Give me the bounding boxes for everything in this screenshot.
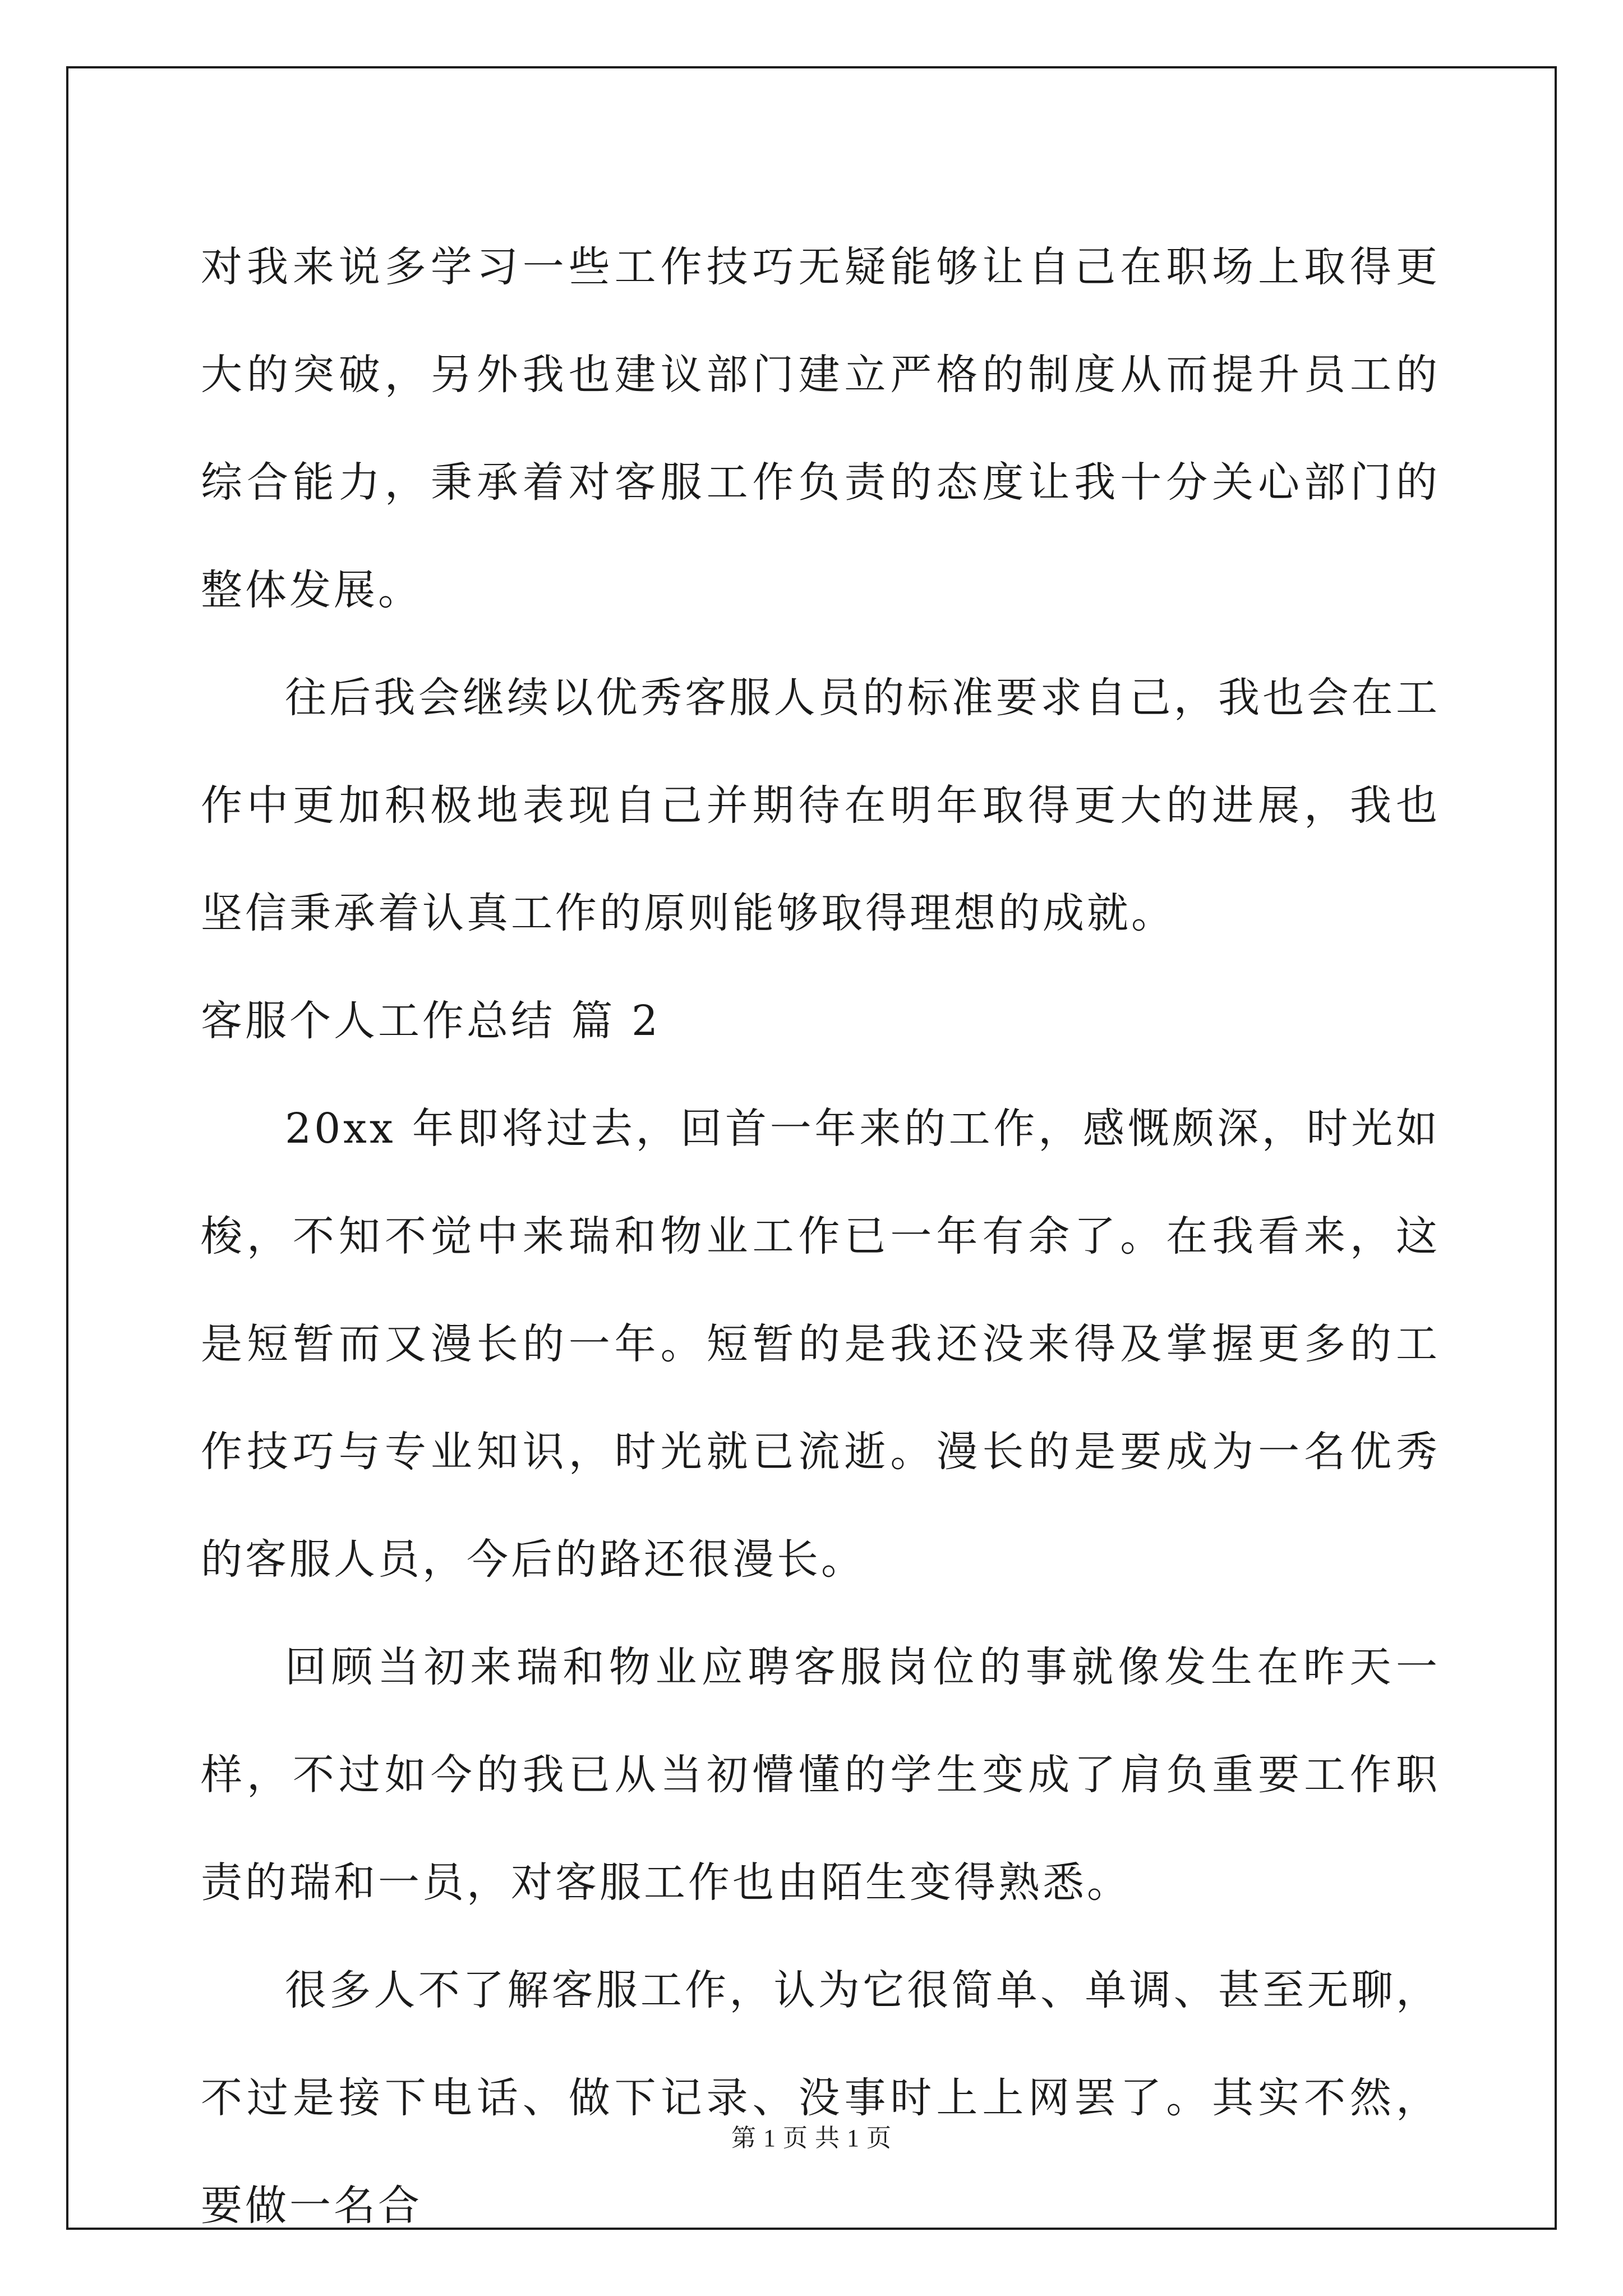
paragraph-3: 20xx 年即将过去，回首一年来的工作，感慨颇深，时光如梭，不知不觉中来瑞和物业工作已一年有余了。在我看来，这是短暂而又漫长的一年。短暂的是我还没来得及掌握更多的工作技巧与专业知识，时光就已流逝。漫长的是要成为一名优秀的客服人员，今后的路还很漫长。 [201, 1105, 1440, 1584]
paragraph-4: 回顾当初来瑞和物业应聘客服岗位的事就像发生在昨天一样，不过如今的我已从当初懵懂的学生变成了肩负重要工作职责的瑞和一员，对客服工作也由陌生变得熟悉。 [201, 1643, 1440, 1907]
page-footer: 第 1 页 共 1 页 [731, 2124, 892, 2152]
paragraph-5: 很多人不了解客服工作，认为它很简单、单调、甚至无聊，不过是接下电话、做下记录、没事时上上网罢了。其实不然，要做一名合 [201, 1966, 1440, 2230]
document-body [201, 213, 1440, 2260]
paragraph-2: 往后我会继续以优秀客服人员的标准要求自己，我也会在工作中更加积极地表现自己并期待在明年取得更大的进展，我也坚信秉承着认真工作的原则能够取得理想的成就。 [201, 674, 1440, 937]
paragraph-1: 对我来说多学习一些工作技巧无疑能够让自己在职场上取得更大的突破，另外我也建议部门建立严格的制度从而提升员工的综合能力，秉承着对客服工作负责的态度让我十分关心部门的整体发展。 [201, 243, 1440, 614]
section-heading: 客服个人工作总结 篇 2 [201, 997, 661, 1045]
